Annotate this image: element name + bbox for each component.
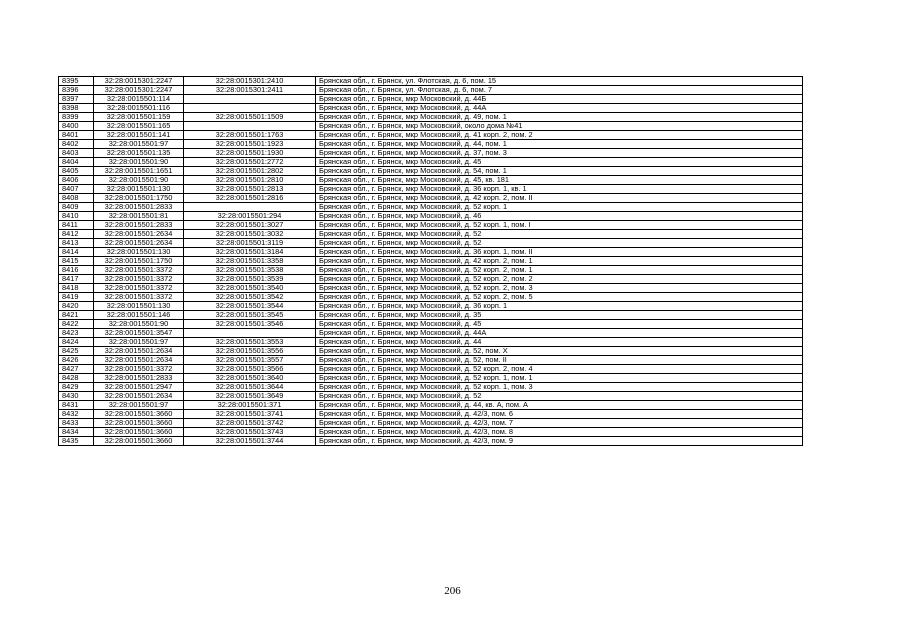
table-row	[59, 419, 803, 428]
object-cadastral-number-cell: 32:28:0015501:2816	[184, 194, 316, 203]
row-number-cell: 8397	[59, 95, 94, 104]
address-cell: Брянская обл., г. Брянск, мкр Московский, д. 42/3, пом. 6	[316, 410, 803, 419]
address-cell: Брянская обл., г. Брянск, мкр Московский, д. 44Б	[316, 95, 803, 104]
property-table	[58, 76, 803, 446]
parcel-cadastral-number-cell: 32:28:0015501:3547	[94, 329, 184, 338]
row-number-cell: 8399	[59, 113, 94, 122]
row-number-cell: 8395	[59, 77, 94, 86]
parcel-cadastral-number-cell: 32:28:0015501:3660	[94, 437, 184, 446]
row-number-cell: 8428	[59, 374, 94, 383]
table-row	[59, 428, 803, 437]
parcel-cadastral-number-cell: 32:28:0015501:2947	[94, 383, 184, 392]
row-number-cell: 8398	[59, 104, 94, 113]
address-cell: Брянская обл., г. Брянск, мкр Московский, д. 52 корп. 2, пом. 4	[316, 365, 803, 374]
address-cell: Брянская обл., г. Брянск, мкр Московский, д. 54, пом. 1	[316, 167, 803, 176]
table-row	[59, 230, 803, 239]
address-cell: Брянская обл., г. Брянск, мкр Московский, д. 52, пом. II	[316, 356, 803, 365]
parcel-cadastral-number-cell: 32:28:0015501:90	[94, 176, 184, 185]
object-cadastral-number-cell: 32:28:0015501:3557	[184, 356, 316, 365]
row-number-cell: 8434	[59, 428, 94, 437]
address-cell: Брянская обл., г. Брянск, мкр Московский, д. 42 корп. 2, пом. 1	[316, 257, 803, 266]
table-row	[59, 203, 803, 212]
object-cadastral-number-cell: 32:28:0015501:3032	[184, 230, 316, 239]
object-cadastral-number-cell: 32:28:0015301:2410	[184, 77, 316, 86]
table-row	[59, 275, 803, 284]
object-cadastral-number-cell: 32:28:0015501:3539	[184, 275, 316, 284]
object-cadastral-number-cell: 32:28:0015501:1930	[184, 149, 316, 158]
object-cadastral-number-cell: 32:28:0015501:294	[184, 212, 316, 221]
table-row	[59, 302, 803, 311]
object-cadastral-number-cell: 32:28:0015501:3744	[184, 437, 316, 446]
parcel-cadastral-number-cell: 32:28:0015501:97	[94, 401, 184, 410]
row-number-cell: 8401	[59, 131, 94, 140]
table-row	[59, 212, 803, 221]
address-cell: Брянская обл., г. Брянск, мкр Московский, д. 52 корп. 1, пом. I	[316, 221, 803, 230]
row-number-cell: 8413	[59, 239, 94, 248]
parcel-cadastral-number-cell: 32:28:0015501:159	[94, 113, 184, 122]
parcel-cadastral-number-cell: 32:28:0015501:3372	[94, 293, 184, 302]
object-cadastral-number-cell: 32:28:0015501:3742	[184, 419, 316, 428]
parcel-cadastral-number-cell: 32:28:0015501:114	[94, 95, 184, 104]
address-cell: Брянская обл., г. Брянск, мкр Московский, д. 44, пом. 1	[316, 140, 803, 149]
row-number-cell: 8425	[59, 347, 94, 356]
object-cadastral-number-cell: 32:28:0015501:1763	[184, 131, 316, 140]
object-cadastral-number-cell: 32:28:0015501:3545	[184, 311, 316, 320]
object-cadastral-number-cell: 32:28:0015501:3556	[184, 347, 316, 356]
object-cadastral-number-cell: 32:28:0015501:2813	[184, 185, 316, 194]
parcel-cadastral-number-cell: 32:28:0015501:3660	[94, 428, 184, 437]
row-number-cell: 8426	[59, 356, 94, 365]
object-cadastral-number-cell	[184, 95, 316, 104]
address-cell: Брянская обл., г. Брянск, мкр Московский, около дома №41	[316, 122, 803, 131]
parcel-cadastral-number-cell: 32:28:0015501:97	[94, 338, 184, 347]
parcel-cadastral-number-cell: 32:28:0015501:97	[94, 140, 184, 149]
row-number-cell: 8433	[59, 419, 94, 428]
address-cell: Брянская обл., г. Брянск, мкр Московский, д. 41 корп. 2, пом. 2	[316, 131, 803, 140]
address-cell: Брянская обл., г. Брянск, мкр Московский, д. 44, кв. А, пом. А	[316, 401, 803, 410]
object-cadastral-number-cell	[184, 122, 316, 131]
address-cell: Брянская обл., г. Брянск, мкр Московский, д. 35	[316, 311, 803, 320]
parcel-cadastral-number-cell: 32:28:0015501:2833	[94, 221, 184, 230]
row-number-cell: 8402	[59, 140, 94, 149]
row-number-cell: 8418	[59, 284, 94, 293]
table-row	[59, 374, 803, 383]
row-number-cell: 8429	[59, 383, 94, 392]
table-row	[59, 194, 803, 203]
address-cell: Брянская обл., г. Брянск, мкр Московский, д. 36 корп. 1, кв. 1	[316, 185, 803, 194]
address-cell: Брянская обл., г. Брянск, мкр Московский, д. 42/3, пом. 8	[316, 428, 803, 437]
parcel-cadastral-number-cell: 32:28:0015501:2634	[94, 347, 184, 356]
address-cell: Брянская обл., г. Брянск, мкр Московский, д. 52 корп. 1, пом. 1	[316, 374, 803, 383]
address-cell: Брянская обл., г. Брянск, ул. Флотская, д. 6, пом. 7	[316, 86, 803, 95]
parcel-cadastral-number-cell: 32:28:0015501:2634	[94, 230, 184, 239]
parcel-cadastral-number-cell: 32:28:0015301:2247	[94, 77, 184, 86]
parcel-cadastral-number-cell: 32:28:0015501:141	[94, 131, 184, 140]
parcel-cadastral-number-cell: 32:28:0015501:3372	[94, 275, 184, 284]
object-cadastral-number-cell: 32:28:0015501:3743	[184, 428, 316, 437]
row-number-cell: 8431	[59, 401, 94, 410]
table-row	[59, 221, 803, 230]
object-cadastral-number-cell: 32:28:0015501:371	[184, 401, 316, 410]
parcel-cadastral-number-cell: 32:28:0015501:2634	[94, 392, 184, 401]
parcel-cadastral-number-cell: 32:28:0015501:3660	[94, 410, 184, 419]
address-cell: Брянская обл., г. Брянск, мкр Московский, д. 49, пом. 1	[316, 113, 803, 122]
table-row	[59, 410, 803, 419]
table-row	[59, 167, 803, 176]
row-number-cell: 8407	[59, 185, 94, 194]
address-cell: Брянская обл., г. Брянск, мкр Московский, д. 52 корп. 1, пом. 3	[316, 383, 803, 392]
row-number-cell: 8410	[59, 212, 94, 221]
object-cadastral-number-cell	[184, 104, 316, 113]
row-number-cell: 8414	[59, 248, 94, 257]
address-cell: Брянская обл., г. Брянск, мкр Московский, д. 46	[316, 212, 803, 221]
object-cadastral-number-cell: 32:28:0015501:3540	[184, 284, 316, 293]
parcel-cadastral-number-cell: 32:28:0015501:90	[94, 158, 184, 167]
table-row	[59, 158, 803, 167]
object-cadastral-number-cell: 32:28:0015501:3184	[184, 248, 316, 257]
parcel-cadastral-number-cell: 32:28:0015501:130	[94, 185, 184, 194]
object-cadastral-number-cell: 32:28:0015501:3546	[184, 320, 316, 329]
row-number-cell: 8421	[59, 311, 94, 320]
row-number-cell: 8423	[59, 329, 94, 338]
parcel-cadastral-number-cell: 32:28:0015501:90	[94, 320, 184, 329]
table-row	[59, 86, 803, 95]
parcel-cadastral-number-cell: 32:28:0015501:130	[94, 248, 184, 257]
row-number-cell: 8435	[59, 437, 94, 446]
table-row	[59, 338, 803, 347]
row-number-cell: 8416	[59, 266, 94, 275]
table-row	[59, 104, 803, 113]
address-cell: Брянская обл., г. Брянск, мкр Московский, д. 45, кв. 181	[316, 176, 803, 185]
table-row	[59, 95, 803, 104]
address-cell: Брянская обл., г. Брянск, мкр Московский, д. 52	[316, 392, 803, 401]
parcel-cadastral-number-cell: 32:28:0015501:81	[94, 212, 184, 221]
object-cadastral-number-cell	[184, 329, 316, 338]
parcel-cadastral-number-cell: 32:28:0015501:3660	[94, 419, 184, 428]
row-number-cell: 8432	[59, 410, 94, 419]
address-cell: Брянская обл., г. Брянск, мкр Московский, д. 44	[316, 338, 803, 347]
address-cell: Брянская обл., г. Брянск, мкр Московский, д. 36 корп. 1	[316, 302, 803, 311]
table-body	[59, 77, 803, 446]
table-row	[59, 383, 803, 392]
address-cell: Брянская обл., г. Брянск, мкр Московский, д. 52	[316, 230, 803, 239]
table-row	[59, 392, 803, 401]
parcel-cadastral-number-cell: 32:28:0015501:1750	[94, 194, 184, 203]
parcel-cadastral-number-cell: 32:28:0015501:2634	[94, 239, 184, 248]
row-number-cell: 8419	[59, 293, 94, 302]
table-row	[59, 149, 803, 158]
address-cell: Брянская обл., г. Брянск, мкр Московский, д. 45	[316, 158, 803, 167]
object-cadastral-number-cell: 32:28:0015501:3358	[184, 257, 316, 266]
parcel-cadastral-number-cell: 32:28:0015501:1651	[94, 167, 184, 176]
parcel-cadastral-number-cell: 32:28:0015501:2833	[94, 203, 184, 212]
address-cell: Брянская обл., г. Брянск, мкр Московский, д. 44А	[316, 104, 803, 113]
object-cadastral-number-cell: 32:28:0015501:3649	[184, 392, 316, 401]
row-number-cell: 8406	[59, 176, 94, 185]
parcel-cadastral-number-cell: 32:28:0015501:116	[94, 104, 184, 113]
table-row	[59, 257, 803, 266]
object-cadastral-number-cell: 32:28:0015501:2772	[184, 158, 316, 167]
object-cadastral-number-cell: 32:28:0015501:3027	[184, 221, 316, 230]
row-number-cell: 8420	[59, 302, 94, 311]
table-row	[59, 401, 803, 410]
row-number-cell: 8409	[59, 203, 94, 212]
address-cell: Брянская обл., г. Брянск, мкр Московский, д. 42/3, пом. 7	[316, 419, 803, 428]
table-row	[59, 122, 803, 131]
object-cadastral-number-cell: 32:28:0015501:1923	[184, 140, 316, 149]
row-number-cell: 8422	[59, 320, 94, 329]
table-row	[59, 329, 803, 338]
table-row	[59, 347, 803, 356]
address-cell: Брянская обл., г. Брянск, мкр Московский, д. 44А	[316, 329, 803, 338]
row-number-cell: 8412	[59, 230, 94, 239]
parcel-cadastral-number-cell: 32:28:0015501:3372	[94, 266, 184, 275]
parcel-cadastral-number-cell: 32:28:0015501:2833	[94, 374, 184, 383]
object-cadastral-number-cell: 32:28:0015501:3566	[184, 365, 316, 374]
row-number-cell: 8404	[59, 158, 94, 167]
table-row	[59, 176, 803, 185]
row-number-cell: 8430	[59, 392, 94, 401]
table-row	[59, 365, 803, 374]
page-number: 206	[444, 585, 461, 597]
object-cadastral-number-cell: 32:28:0015501:2810	[184, 176, 316, 185]
address-cell: Брянская обл., г. Брянск, мкр Московский, д. 52 корп. 2, пом. 2	[316, 275, 803, 284]
parcel-cadastral-number-cell: 32:28:0015501:130	[94, 302, 184, 311]
table-row	[59, 185, 803, 194]
address-cell: Брянская обл., г. Брянск, мкр Московский, д. 42 корп. 2, пом. II	[316, 194, 803, 203]
table-row	[59, 293, 803, 302]
table-row	[59, 239, 803, 248]
object-cadastral-number-cell: 32:28:0015501:3553	[184, 338, 316, 347]
row-number-cell: 8403	[59, 149, 94, 158]
address-cell: Брянская обл., г. Брянск, мкр Московский, д. 52 корп. 2, пом. 3	[316, 284, 803, 293]
row-number-cell: 8396	[59, 86, 94, 95]
parcel-cadastral-number-cell: 32:28:0015501:3372	[94, 284, 184, 293]
parcel-cadastral-number-cell: 32:28:0015501:1750	[94, 257, 184, 266]
object-cadastral-number-cell: 32:28:0015501:3538	[184, 266, 316, 275]
parcel-cadastral-number-cell: 32:28:0015301:2247	[94, 86, 184, 95]
row-number-cell: 8424	[59, 338, 94, 347]
address-cell: Брянская обл., г. Брянск, мкр Московский, д. 52 корп. 2, пом. 1	[316, 266, 803, 275]
address-cell: Брянская обл., г. Брянск, мкр Московский, д. 36 корп. 1, пом. II	[316, 248, 803, 257]
address-cell: Брянская обл., г. Брянск, мкр Московский, д. 42/3, пом. 9	[316, 437, 803, 446]
object-cadastral-number-cell: 32:28:0015301:2411	[184, 86, 316, 95]
table-row	[59, 437, 803, 446]
table-row	[59, 77, 803, 86]
address-cell: Брянская обл., г. Брянск, мкр Московский, д. 37, пом. 3	[316, 149, 803, 158]
address-cell: Брянская обл., г. Брянск, ул. Флотская, д. 6, пом. 15	[316, 77, 803, 86]
parcel-cadastral-number-cell: 32:28:0015501:165	[94, 122, 184, 131]
object-cadastral-number-cell: 32:28:0015501:3741	[184, 410, 316, 419]
object-cadastral-number-cell: 32:28:0015501:3119	[184, 239, 316, 248]
row-number-cell: 8400	[59, 122, 94, 131]
table-row	[59, 248, 803, 257]
row-number-cell: 8405	[59, 167, 94, 176]
object-cadastral-number-cell: 32:28:0015501:2802	[184, 167, 316, 176]
parcel-cadastral-number-cell: 32:28:0015501:2634	[94, 356, 184, 365]
object-cadastral-number-cell: 32:28:0015501:3544	[184, 302, 316, 311]
object-cadastral-number-cell: 32:28:0015501:1509	[184, 113, 316, 122]
address-cell: Брянская обл., г. Брянск, мкр Московский, д. 52, пом. X	[316, 347, 803, 356]
table-row	[59, 131, 803, 140]
table-row	[59, 266, 803, 275]
row-number-cell: 8415	[59, 257, 94, 266]
table-row	[59, 113, 803, 122]
parcel-cadastral-number-cell: 32:28:0015501:3372	[94, 365, 184, 374]
table-row	[59, 140, 803, 149]
table-row	[59, 320, 803, 329]
row-number-cell: 8408	[59, 194, 94, 203]
table-row	[59, 356, 803, 365]
address-cell: Брянская обл., г. Брянск, мкр Московский, д. 45	[316, 320, 803, 329]
table-row	[59, 311, 803, 320]
parcel-cadastral-number-cell: 32:28:0015501:135	[94, 149, 184, 158]
address-cell: Брянская обл., г. Брянск, мкр Московский, д. 52 корп. 1	[316, 203, 803, 212]
object-cadastral-number-cell	[184, 203, 316, 212]
table-row	[59, 284, 803, 293]
address-cell: Брянская обл., г. Брянск, мкр Московский, д. 52 корп. 2, пом. 5	[316, 293, 803, 302]
object-cadastral-number-cell: 32:28:0015501:3640	[184, 374, 316, 383]
address-cell: Брянская обл., г. Брянск, мкр Московский, д. 52	[316, 239, 803, 248]
row-number-cell: 8427	[59, 365, 94, 374]
row-number-cell: 8417	[59, 275, 94, 284]
object-cadastral-number-cell: 32:28:0015501:3644	[184, 383, 316, 392]
object-cadastral-number-cell: 32:28:0015501:3542	[184, 293, 316, 302]
row-number-cell: 8411	[59, 221, 94, 230]
parcel-cadastral-number-cell: 32:28:0015501:146	[94, 311, 184, 320]
